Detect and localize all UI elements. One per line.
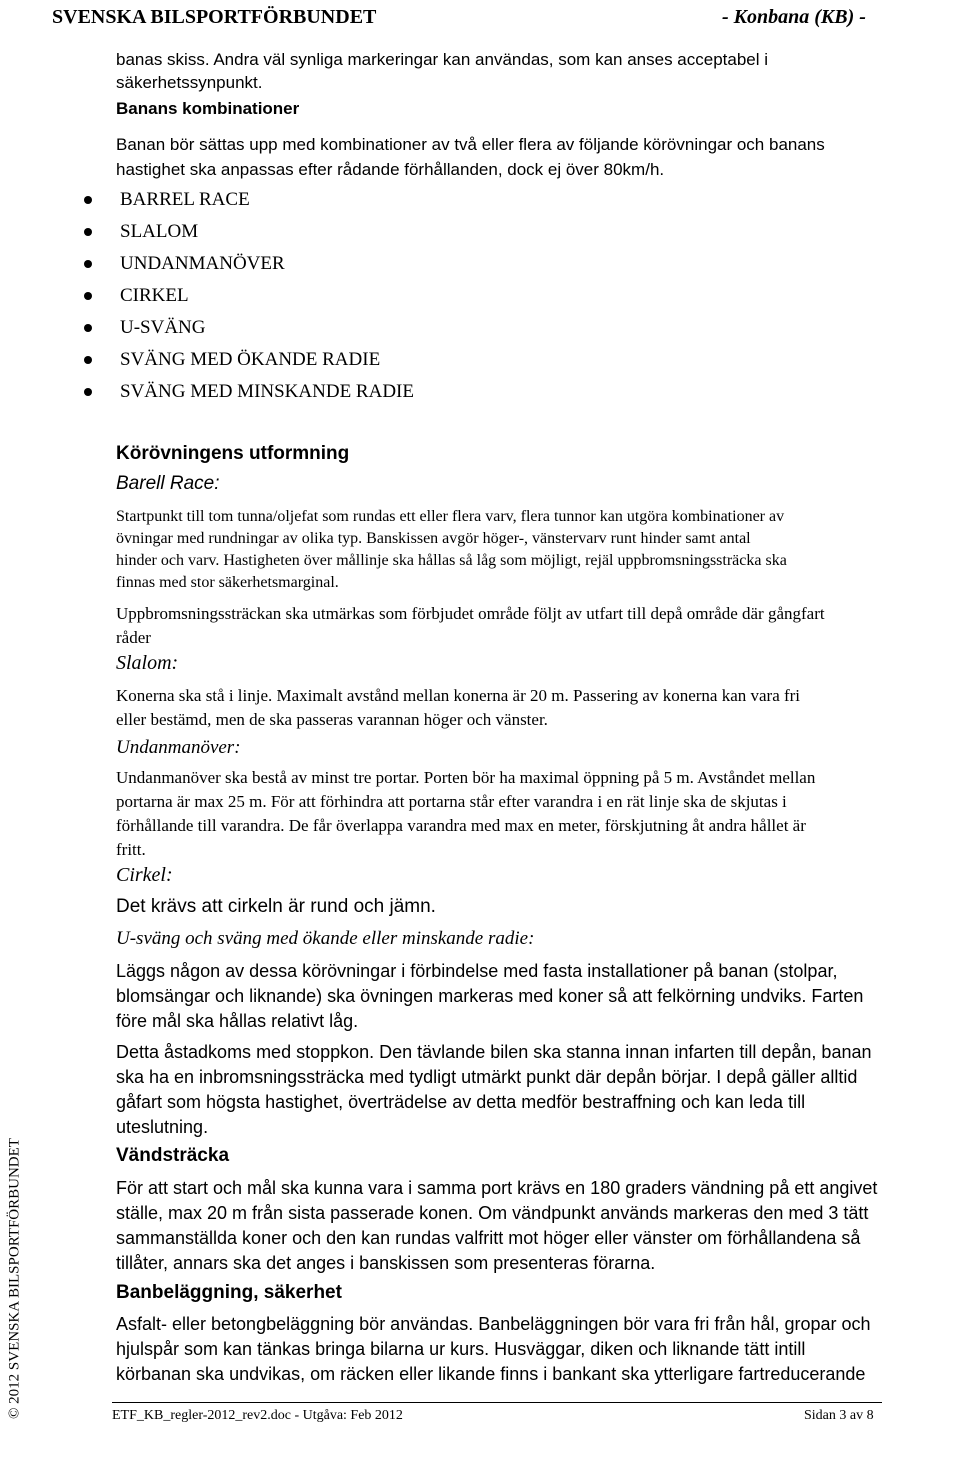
surface-heading: Banbeläggning, säkerhet — [116, 1282, 342, 1303]
stoppkon-text: Detta åstadkoms med stoppkon. Den tävlande bilen ska stanna innan infarten till depån, banan ska ha en inbromsningssträcka med tydligt utmärkt punkt där depån börjar. I depå gäller alltid gåfart som högsta hastighet, överträdelse av detta medför bestraffning och kan leda till uteslutning. — [116, 1042, 872, 1137]
cirkel-text: Det krävs att cirkeln är rund och jämn. — [116, 896, 436, 917]
undanmanover-heading: Undanmanöver: — [116, 737, 241, 758]
list-item: SVÄNG MED MINSKANDE RADIE — [84, 376, 414, 408]
exercise-list — [84, 184, 414, 408]
list-item: BARREL RACE — [84, 184, 414, 216]
list-item: SVÄNG MED ÖKANDE RADIE — [84, 344, 414, 376]
barell-text: Startpunkt till tom tunna/oljefat som rundas ett eller flera varv, flera tunnor kan utgöra kombinationer av övningar med rundningar av olika typ. Banskissen avgör höger-, vänstervarv runt hinder samt antal hinder och varv. Hastigheten över mållinje ska hållas så låg som möjligt, rejäl uppbromsningssträcka ska finnas med stor säkerhetsmarginal. — [116, 508, 787, 591]
copyright-vertical: © 2012 SVENSKA BILSPORTFÖRBUNDET — [6, 1138, 23, 1419]
cirkel-heading: Cirkel: — [116, 864, 173, 886]
footer-divider — [112, 1402, 882, 1403]
bullet-icon — [84, 388, 92, 396]
combinations-line-1: Banan bör sättas upp med kombinationer av två eller flera av följande körövningar och banans — [116, 135, 825, 154]
intro-line-2: säkerhetssynpunkt. — [116, 73, 263, 92]
list-item: U-SVÄNG — [84, 312, 414, 344]
list-item: UNDANMANÖVER — [84, 248, 414, 280]
bullet-icon — [84, 292, 92, 300]
bullet-icon — [84, 356, 92, 364]
surface-text: Asfalt- eller betongbeläggning bör användas. Banbeläggningen bör vara fri från hål, gropar och hjulspår som kan tänkas bringa bilarna ur kurs. Husväggar, diken och liknande tätt intill körbanan ska undvikas, om räcken eller likande finns i bankant ska ytterligare fartreducerande — [116, 1314, 871, 1384]
bullet-icon — [84, 228, 92, 236]
bullet-icon — [84, 196, 92, 204]
combinations-heading: Banans kombinationer — [116, 99, 300, 118]
undanmanover-text: Undanmanöver ska bestå av minst tre portar. Porten bör ha maximal öppning på 5 m. Avståndet mellan portarna är max 25 m. För att förhindra att portarna står efter varandra i en rät linje ska de skjutas i förhållande till varandra. De får överlappa varandra med max en meter, förskjutning åt andra hållet är fritt. — [116, 768, 816, 859]
slalom-heading: Slalom: — [116, 652, 179, 674]
usvang-text: Läggs någon av dessa körövningar i förbindelse med fasta installationer på banan (stolpar, blomsängar och liknande) ska övningen markeras med koner så att felkörning undviks. Farten före mål ska hållas relativt låg. — [116, 961, 864, 1031]
turn-text: För att start och mål ska kunna vara i samma port krävs en 180 graders vändning på ett angivet ställe, max 20 m från sista passerade konen. Om vändpunkt används markeras den med 3 tätt sammanställda koner och den kan rundas valfritt mot höger eller vänster om förhållandena så tillåter, annars ska det anges i banskissen som presenteras förarna. — [116, 1178, 878, 1273]
list-item: SLALOM — [84, 216, 414, 248]
list-item: CIRKEL — [84, 280, 414, 312]
barell-extra-text: Uppbromsningssträckan ska utmärkas som förbjudet område följt av utfart till depå område där gångfart råder — [116, 604, 825, 647]
bullet-icon — [84, 260, 92, 268]
combinations-line-2: hastighet ska anpassas efter rådande förhållanden, dock ej över 80km/h. — [116, 160, 665, 179]
header-section: - Konbana (KB) - — [722, 6, 866, 28]
footer-page: Sidan 3 av 8 — [804, 1408, 874, 1423]
design-heading: Körövningens utformning — [116, 443, 350, 464]
barell-heading: Barell Race: — [116, 473, 220, 494]
header-organization: SVENSKA BILSPORTFÖRBUNDET — [52, 6, 377, 28]
intro-line-1: banas skiss. Andra väl synliga markeringar kan användas, som kan anses acceptabel i — [116, 50, 769, 69]
turn-heading: Vändsträcka — [116, 1145, 230, 1166]
bullet-icon — [84, 324, 92, 332]
usvang-heading: U-sväng och sväng med ökande eller minskande radie: — [116, 928, 535, 949]
footer-doc: ETF_KB_regler-2012_rev2.doc - Utgåva: Feb 2012 — [112, 1408, 403, 1423]
slalom-text: Konerna ska stå i linje. Maximalt avstånd mellan konerna är 20 m. Passering av konerna kan vara fri eller bestämd, men de ska passeras varannan höger och vänster. — [116, 686, 801, 729]
